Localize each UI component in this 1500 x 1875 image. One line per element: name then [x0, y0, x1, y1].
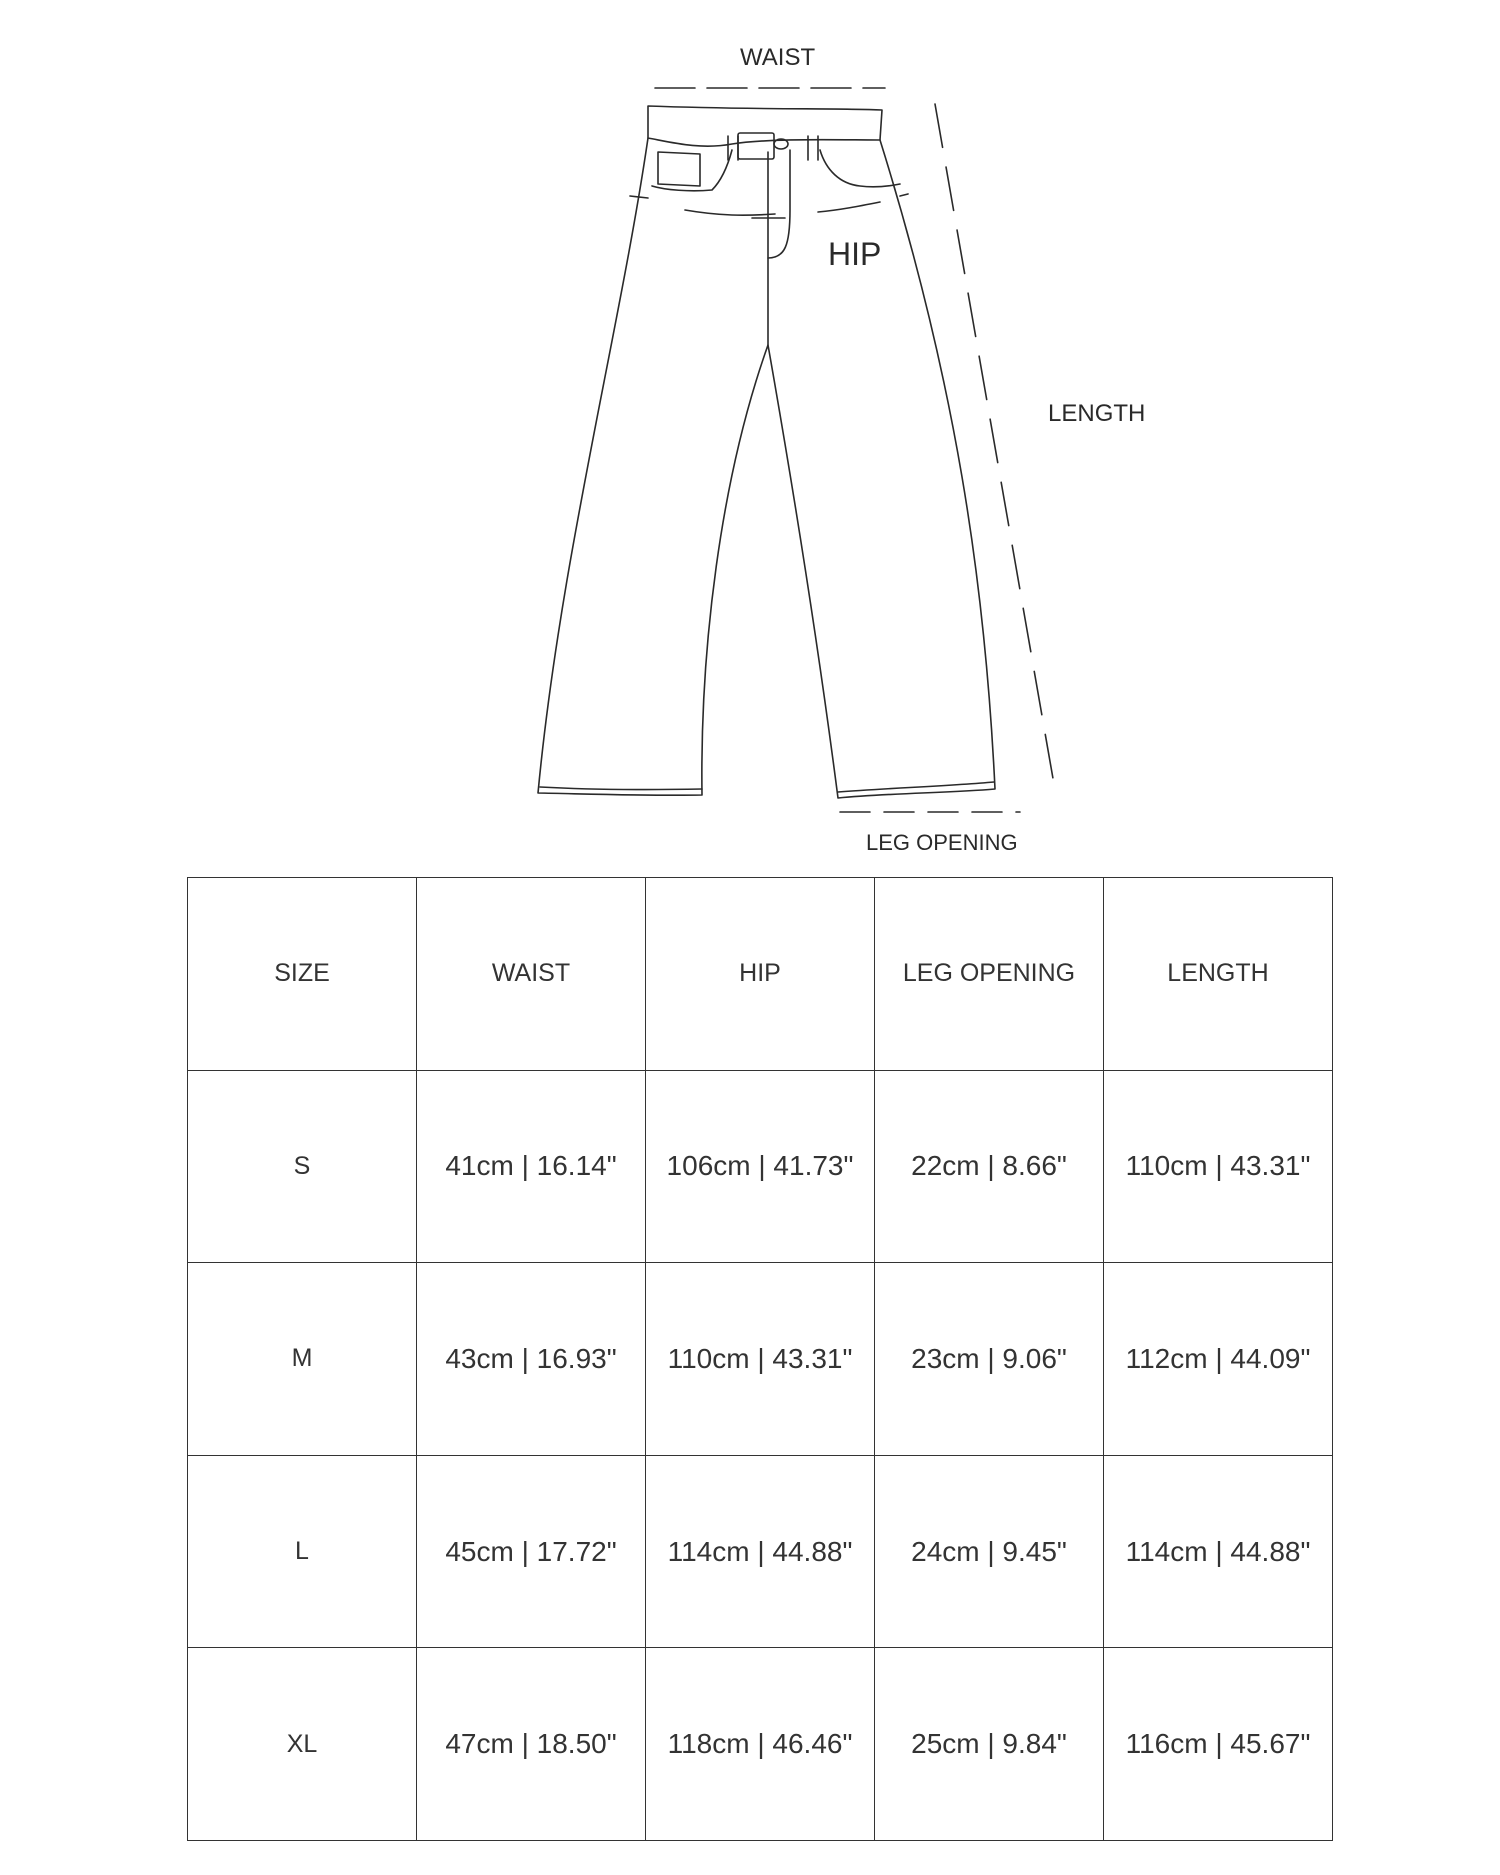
hip-cell: 110cm | 43.31": [646, 1263, 875, 1456]
leg-opening-cell: 22cm | 8.66": [875, 1070, 1104, 1263]
waist-cell: 41cm | 16.14": [417, 1070, 646, 1263]
hip-label: HIP: [828, 236, 882, 272]
leg-opening-cell: 23cm | 9.06": [875, 1263, 1104, 1456]
hip-cell: 114cm | 44.88": [646, 1455, 875, 1648]
header-length: LENGTH: [1104, 878, 1333, 1071]
waist-cell: 45cm | 17.72": [417, 1455, 646, 1648]
length-cell: 112cm | 44.09": [1104, 1263, 1333, 1456]
hip-cell: 118cm | 46.46": [646, 1648, 875, 1841]
size-cell: XL: [188, 1648, 417, 1841]
header-size: SIZE: [188, 878, 417, 1071]
table-row: [188, 1455, 1333, 1648]
table-row: [188, 1070, 1333, 1263]
leg-opening-cell: 25cm | 9.84": [875, 1648, 1104, 1841]
header-waist: WAIST: [417, 878, 646, 1071]
size-cell: M: [188, 1263, 417, 1456]
pants-outline-icon: [0, 0, 1500, 880]
table-header-row: [188, 878, 1333, 1071]
pants-diagram: [0, 0, 1500, 880]
table-row: [188, 1263, 1333, 1456]
leg-opening-cell: 24cm | 9.45": [875, 1455, 1104, 1648]
size-cell: L: [188, 1455, 417, 1648]
waist-cell: 43cm | 16.93": [417, 1263, 646, 1456]
length-cell: 116cm | 45.67": [1104, 1648, 1333, 1841]
header-leg-opening: LEG OPENING: [875, 878, 1104, 1071]
length-label: LENGTH: [1048, 400, 1146, 427]
size-chart-table: [187, 877, 1333, 1841]
waist-label: WAIST: [740, 44, 816, 71]
size-cell: S: [188, 1070, 417, 1263]
waist-cell: 47cm | 18.50": [417, 1648, 646, 1841]
hip-cell: 106cm | 41.73": [646, 1070, 875, 1263]
length-cell: 114cm | 44.88": [1104, 1455, 1333, 1648]
table-row: [188, 1648, 1333, 1841]
header-hip: HIP: [646, 878, 875, 1071]
leg-opening-label: LEG OPENING: [866, 830, 1018, 855]
length-cell: 110cm | 43.31": [1104, 1070, 1333, 1263]
